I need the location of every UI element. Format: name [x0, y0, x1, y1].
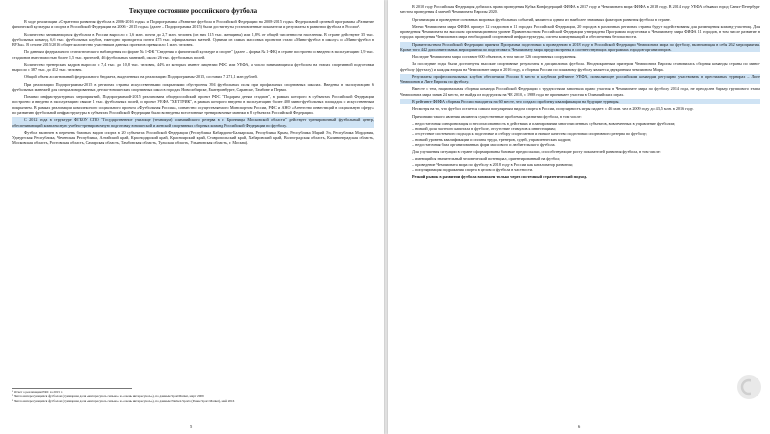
paragraph: Правительством Российской Федерации принята Программа подготовки к проведению в 2018 году в Российской Федерации Чемпионата мира по футболу, включающая в себя 262 мероприятия. Кроме того 442 дополнительных мероприятия по подготовке к Чемпионату мира предусмотрены в соответствующих программах городов-организаторов.	[400, 41, 760, 52]
paragraph: При реализации Подпрограммы-2015 в регионах страны искусственными покрытиями обустроены 394 футбольных поля при профильных спортивных школах. Введены в эксплуатацию 6 футбольных манежей для специализированных детско-юношеских спортивных школ в городах Новосибирске, Екатеринбурге, Саранске, Тамбове и Перми.	[12, 81, 374, 92]
paragraph: Общий объем ассигнований федерального бюджета, выделенных на реализацию Подпрограммы-2015, составил 7 271,1 млн рублей.	[24, 74, 258, 80]
paragraph: В ходе реализации «Стратегии развития футбола в 2006-2016 годы» и Подпрограммы «Развитие футбола в Российской Федерации на 2008-2015 годы» Федеральной целевой программы «Развитие физической культуры и спорта в Российской Федерации на 2006 - 2015 годы» (далее – Подпрограмма 2015) были достигнуты установленные показатели и результаты в развитии футбола в России¹.	[12, 19, 374, 30]
paragraph: Количество тренерских кадров выросло с 7,4 тыс. до 10,8 тыс. человек, 44% из которых имеют лицензии РФС или УЕФА, а число занимающихся футболом на этапах спортивной подготовки выросло с 387 тыс. до 412 тыс. человек.	[12, 61, 374, 73]
paragraph: Матчи Чемпионата мира ФИФА примут 12 стадионов в 11 городах Российской Федерации, 20 городов в различных регионах страны будут задействованы для размещения команд-участниц. Для проведения Чемпионата на высоком организационном уровне Правительством Российской Федерации утверждена Программа подготовки к Чемпионату мира ФИФА 11 городов, в том числе развитие в городах проведения Чемпионата мира необходимой спортивной инфраструктуры, систем коммуникаций и обеспечения безопасности.	[400, 23, 760, 40]
paragraph: Помимо инфраструктурных мероприятий, Подпрограммой-2015 реализована общероссийский проект РФС "Подарим детям стадион", в рамках которого в субъектах Российской Федерации построено и введено в эксплуатацию свыше 1 тыс. футбольных полей, и проект УЕФА "ХЕТТРИК", в рамках которого введено в эксплуатацию более 400 мини-футбольных площадок с искусственным покрытием. В рамках реализации комплексного социального проекта «Футбольная Россия», совместно осуществляемого Минспортом России, РФС и АНО «Агентство инвестиций в социальную сферу» по развитию футбольной инфраструктуры в субъектах Российской Федерации были возведены всесезонные тренировочные манежи в 8 субъектах Российской Федерации.	[12, 94, 374, 115]
paragraph: Для улучшения ситуации в стране сформированы базовые предпосылки, способствующие росту показателей развития футбола, в том числе:	[412, 149, 661, 155]
list-item: – популяризация подражания спорта в целом и футбола в частности.	[412, 167, 760, 172]
right-paragraphs-2	[400, 149, 760, 154]
page-title: Текущее состояние российского футбола	[128, 7, 258, 15]
paragraph: Результаты профессиональных клубов обеспечили России 6 место в клубном рейтинге УЕФА, позволяющее российским командам регулярно участвовать в престижных турнирах – Лиге Чемпионов и Лиге Европы по футболу.	[400, 73, 760, 85]
paragraph: Организация и проведение основных мировых футбольных событий, являются одним из наиболее значимых факторов развития футбола в стране.	[412, 16, 671, 22]
list-item: – низкий уровень квалификации и оплаты труда, тренеров, судей, управленческих кадров;	[412, 137, 760, 142]
list-item: – недостаточная синхронизация и несогласованность в действиях и планировании многочисленных субъектов, вовлеченных в управление футболом;	[412, 121, 760, 126]
list-item: – низкий доля частного капитала в футболе, отсутствие стимулов к инвестициям;	[412, 126, 760, 131]
footnote: ² Число интересующихся футболом (суммарная доля «интересуюсь сильно» и «очень интересуюсь»), по данным SportMarket, март 2009	[12, 394, 204, 399]
paragraph: В 2010 году Российская Федерация добилась права проведения Кубка Конфедераций ФИФА в 2017 году и Чемпионата мира ФИФА в 2018 году. В 2014 году УЕФА объявил город Санкт-Петербург местом проведения 4 матчей Чемпионата Европы 2020.	[400, 4, 760, 15]
paragraph: Наследие Чемпионата мира составит 600 объектов, в том числе 126 спортивных сооружения.	[412, 54, 577, 60]
paragraph: Вместе с тем, национальная сборная команда Российской Федерации с трудностями завоевала право участия в Чемпионате мира по футболу 2014 года, не преодолев барьер группового этапа Чемпионата мира заняв 24 место, не выйдя из подгруппы на ЧЕ 2010, с 1988 года не принимает участия в Олимпийских играх.	[400, 86, 760, 97]
paragraph: В рейтинге ФИФА сборная России находится на 60 месте, что создало проблему квалификации на будущие турниры.	[400, 99, 760, 104]
paragraph: За последние годы были достигнуты высокие спортивные результаты в дисциплинах футбола. Неоднократным призером Чемпионата Европы становилась сборная команды страны по мини-футболу (футзалу) и каждая вторая на Чемпионате мира в 2016 году, а сборная России по пляжному футболу является двукратным чемпионом Мира.	[400, 61, 760, 72]
closing-statement: Резкий рывок в развитии футбола возможен только через системный стратегический подход.	[412, 174, 588, 180]
list-item: – проведение Чемпионата мира по футболу в 2018 году в России как катализатор развития;	[412, 162, 760, 167]
problems-list	[400, 121, 760, 147]
right-page	[388, 0, 770, 434]
right-paragraphs	[400, 4, 760, 119]
circular-seal-icon	[736, 374, 762, 400]
preconditions-list	[400, 156, 760, 172]
footnote: ³ Число интересующихся футболом (суммарная доля «интересуюсь сильно» и «очень интересуюсь»), по данным Nielsen Sports (Ранее Sport Market), май 2016	[12, 398, 235, 403]
list-item: – имеющийся значительный человеческий потенциал, ориентированный на футбол;	[412, 156, 760, 161]
footnotes	[12, 388, 235, 403]
paragraph: По данным федерального статистического наблюдения по форме № 1-ФК "Сведения о физической культуре и спорте" (далее – форма № 1-ФК) в стране построено и введено в эксплуатацию 1,9 тыс. стадионов вместимостью более 1,5 тыс. зрителей, 46 футбольных манежей, около 26 тыс. футбольных полей.	[12, 49, 374, 60]
paragraph: Причинами такого явления являются существенные проблемы в развитии футбола, в том числе:	[412, 113, 582, 119]
page-number: 5	[190, 424, 193, 429]
list-item: – недостаточная база организованных форм массового и любительского футбола.	[412, 142, 760, 147]
paragraph: Несмотря на то, что футбол остается самым популярным видом спорта в России, популярность игры падает: с 46 млн. чел в 2009 году до 43,5 млн. в 2016 году.	[412, 106, 694, 112]
page-number: 6	[578, 424, 581, 429]
left-paragraphs	[12, 19, 374, 146]
footnote: ¹ Отчет о реализации РФС за 2015 г.	[12, 390, 63, 394]
paragraph: Количество занимающихся футболом в России выросло с 1,6 млн. почти до 2,7 млн. человек (из них 115 тыс. женщины) или 1,8% от общей численности населения. В стране действуют 35 тыс. футбольных команд, 6,6 тыс. футбольных клубов, ежегодно проводится почти 475 тыс. официальных матчей. Одними из самых массовых проектов стали «Мини-футбол в школу» и «Мини-футбол в ВУЗы». В сезоне 2015/2016 общее количество участников данных проектов превысило 1 млн. человек.	[12, 31, 374, 48]
paragraph: Футбол включен в перечень базовых видов спорта в 20 субъектах Российской Федерации (Республика Кабардино-Балкарская, Республика Крым, Республика Марий Эл, Республика Мордовия, Удмуртская Республика, Чеченская Республика, Алтайский край, Краснодарский край, Красноярский край, Ставропольский край, Хабаровский край, Волгоградская область, Калининградская область, Московская область, Ростовская область, Самарская область, Тамбовская область, Тульская область, Ульяновская область, г. Москва).	[12, 129, 374, 146]
paragraph: С 2012 года в структуре ФГБОУ СПО "Государственное училище (техникум) олимпийского резерва в г. Бронницы Московской области" действует тренировочный футбольный центр, обеспечивающий комплексную учебно-тренировочную подготовку юношеской и женской спортивных сборных команд Российской Федерации по футболу.	[12, 117, 374, 128]
list-item: – отсутствие системного подхода к подготовке и отбору спортсменов и низкое качество подготовки спортивного резерва по футболу;	[412, 131, 760, 136]
left-page	[0, 0, 384, 434]
